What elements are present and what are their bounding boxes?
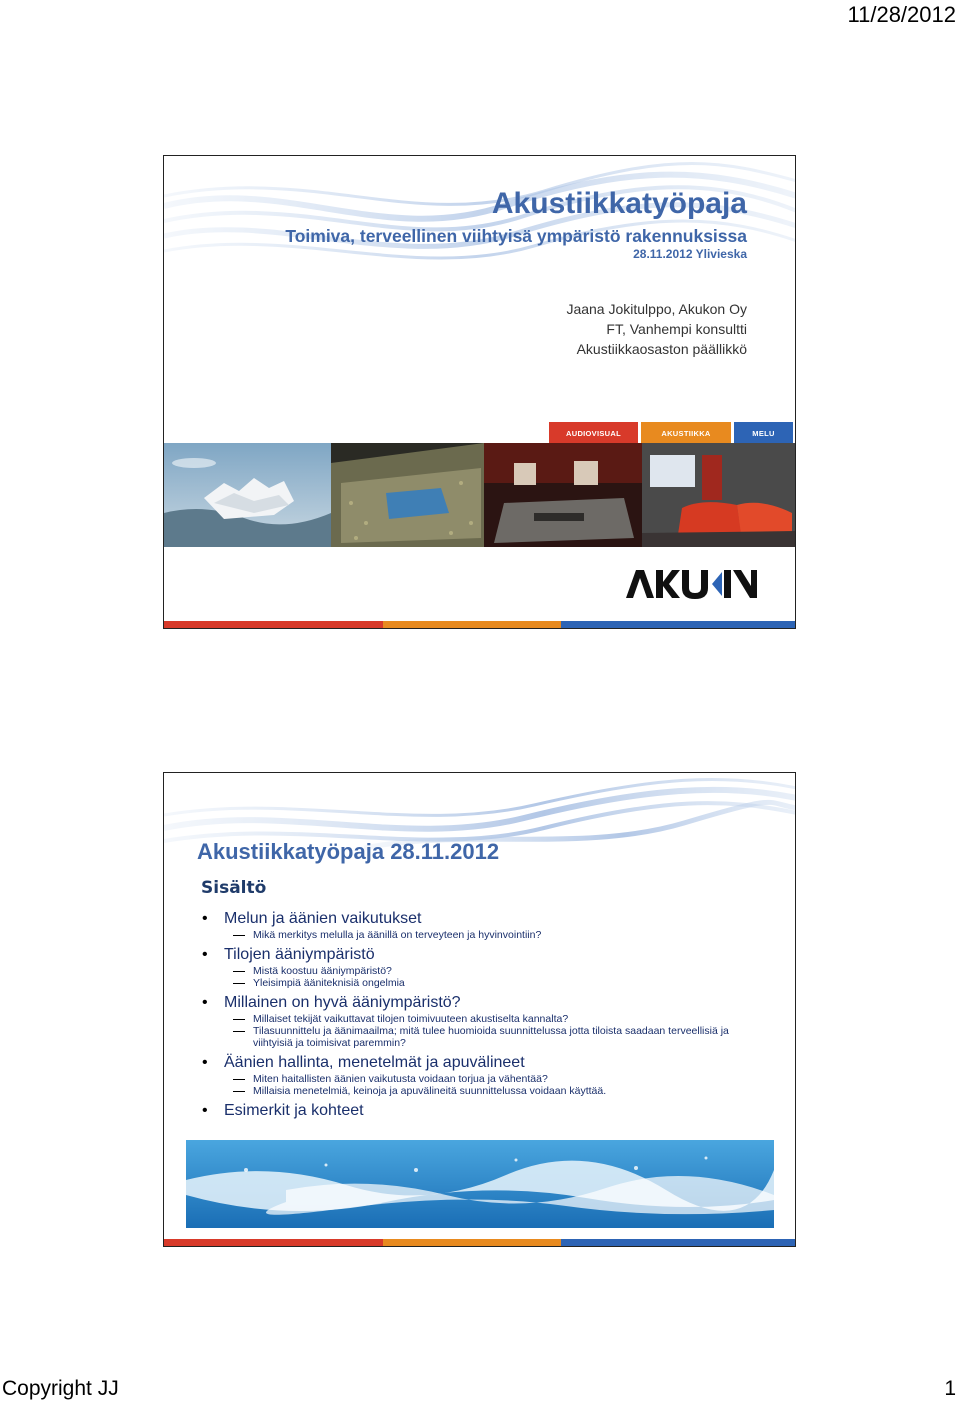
akukon-logo: [624, 566, 762, 605]
agenda-item: • Esimerkit ja kohteet: [200, 1101, 760, 1121]
agenda-subitem: Millaiset tekijät vaikuttavat tilojen toimivuuteen akustiselta kannalta?: [200, 1013, 760, 1025]
copyright-footer: Copyright JJ: [2, 1377, 119, 1400]
agenda-subitem: Miten haitallisten äänien vaikutusta voidaan torjua ja vähentää?: [200, 1073, 760, 1085]
brand-stripe: [164, 1239, 796, 1246]
category-tabs: [549, 422, 793, 444]
agenda-item: • Millainen on hyvä ääniympäristö?: [200, 993, 760, 1013]
agenda-item: • Äänien hallinta, menetelmät ja apuvälineet: [200, 1053, 760, 1073]
water-image: [186, 1140, 774, 1228]
slide-title-heading: Akustiikkatyöpaja: [491, 187, 747, 220]
author-block: [566, 299, 747, 359]
author-role: Akustiikkaosaston päällikkö: [576, 341, 747, 357]
slide-agenda: [163, 772, 796, 1247]
photo-strip: [164, 443, 796, 547]
agenda-subitem: Millaisia menetelmiä, keinoja ja apuvälineitä suunnittelussa voidaan käyttää.: [200, 1085, 760, 1097]
tab-melu: MELU: [734, 422, 793, 444]
slide-date-place: 28.11.2012 Ylivieska: [633, 247, 747, 261]
agenda-subitem: Yleisimpiä ääniteknisiä ongelmia: [200, 977, 760, 989]
agenda-item: • Tilojen ääniympäristö: [200, 945, 760, 965]
agenda-subitem: Tilasuunnittelu ja äänimaailma; mitä tulee huomioida suunnittelussa jotta tiloista saadaan terveellisiä ja viihtyisiä ja toimisivat paremmin?: [200, 1025, 760, 1049]
slide-subtitle: Toimiva, terveellinen viihtyisä ympäristö rakennuksissa: [285, 226, 747, 246]
brand-stripe: [164, 621, 796, 628]
agenda-slide-title: Akustiikkatyöpaja 28.11.2012: [197, 839, 500, 864]
tab-audiovisual: AUDIOVISUAL: [549, 422, 638, 444]
agenda-item: • Melun ja äänien vaikutukset: [200, 909, 760, 929]
photo-home-theater: [642, 443, 796, 547]
photo-architecture: [164, 443, 331, 547]
agenda-list: [200, 905, 760, 1121]
photo-arena: [331, 443, 484, 547]
section-heading: Sisältö: [201, 878, 267, 898]
photo-studio: [484, 443, 642, 547]
agenda-subitem: Mikä merkitys melulla ja äänillä on terveyteen ja hyvinvointiin?: [200, 929, 760, 941]
page-number: 1: [944, 1377, 956, 1400]
agenda-subitem: Mistä koostuu ääniympäristö?: [200, 965, 760, 977]
tab-akustiikka: AKUSTIIKKA: [641, 422, 731, 444]
author-name: Jaana Jokitulppo, Akukon Oy: [566, 301, 747, 317]
page-date: 11/28/2012: [847, 2, 956, 27]
author-title: FT, Vanhempi konsultti: [606, 321, 747, 337]
slide-title: [163, 155, 796, 629]
